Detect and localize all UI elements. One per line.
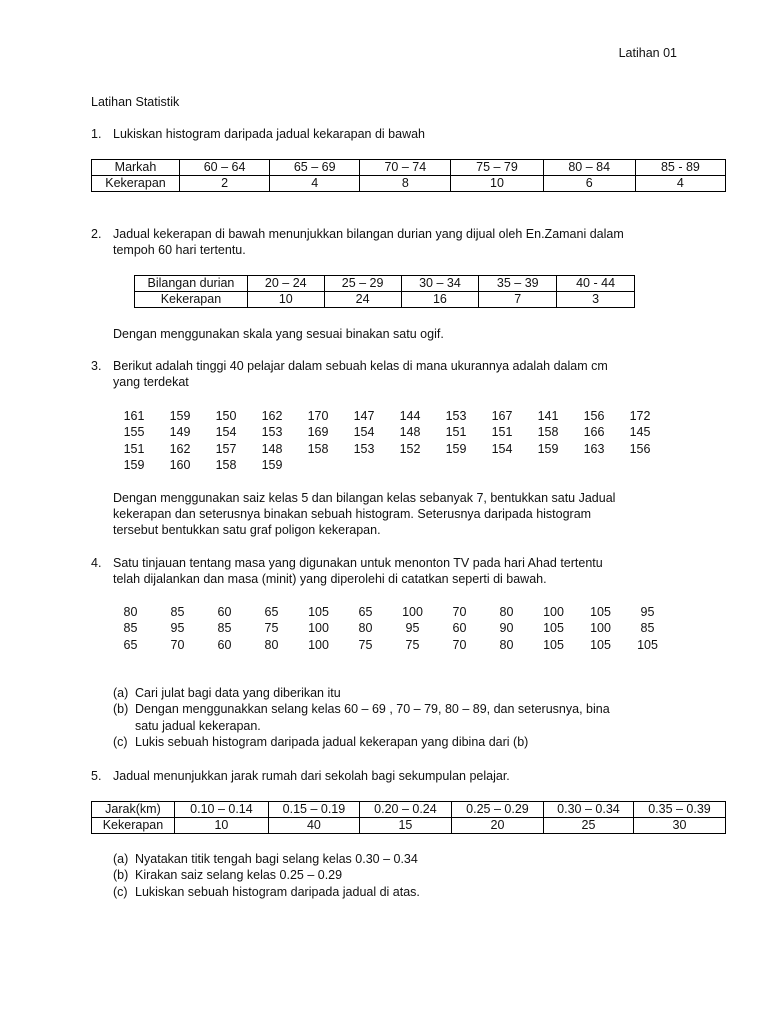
q2-table-row-frequency — [135, 292, 635, 308]
data-value-cell: 105 — [637, 637, 658, 652]
data-value-cell: 154 — [353, 425, 375, 440]
table-cell: 65 – 69 — [270, 160, 360, 176]
table-cell: 20 — [451, 818, 543, 834]
q4-line-2: telah dijalankan dan masa (minit) yang diperolehi di catatkan seperti di bawah. — [113, 572, 547, 586]
data-value-cell: 95 — [405, 621, 420, 636]
data-value-cell: 150 — [215, 409, 237, 423]
table-cell: 10 — [451, 176, 543, 192]
table-cell: 85 - 89 — [635, 160, 725, 176]
table-cell: 0.30 – 0.34 — [543, 802, 633, 818]
table-cell: 15 — [359, 818, 451, 834]
data-value-cell: 167 — [491, 409, 513, 423]
table-cell: 40 — [268, 818, 359, 834]
subquestion-text: Lukiskan sebuah histogram daripada jadual di atas. — [135, 884, 420, 899]
q1-frequency-table — [91, 159, 726, 192]
data-value-cell: 152 — [399, 441, 421, 456]
data-value-cell: 158 — [215, 457, 237, 472]
data-value-cell: 80 — [358, 621, 373, 636]
table-cell: 35 – 39 — [479, 276, 557, 292]
data-value-cell — [295, 457, 341, 473]
table-cell: 70 – 74 — [360, 160, 451, 176]
table-cell: 7 — [479, 292, 557, 308]
data-value-cell: 105 — [543, 621, 564, 636]
table-cell: Kekerapan — [135, 292, 248, 308]
table-cell: 3 — [557, 292, 635, 308]
data-value-cell: 60 — [452, 621, 467, 636]
q4-time-data-grid — [107, 604, 671, 653]
data-value-cell: 85 — [123, 621, 138, 636]
table-cell: 0.10 – 0.14 — [174, 802, 268, 818]
table-cell: 8 — [360, 176, 451, 192]
q5-text: Jadual menunjukkan jarak rumah dari sekolah bagi sekumpulan pelajar. — [113, 769, 510, 783]
q3-instruction-line-3: tersebut bentukkan satu graf poligon kekerapan. — [113, 523, 381, 537]
data-value-cell: 100 — [308, 621, 329, 636]
data-value-cell: 162 — [169, 441, 191, 456]
data-value-cell: 105 — [590, 605, 611, 619]
subquestion-label: (b) — [113, 702, 129, 717]
subquestion-text: Lukis sebuah histogram daripada jadual kekerapan yang dibina dari (b) — [135, 734, 529, 749]
data-value-cell: 170 — [307, 409, 329, 423]
data-value-cell: 85 — [640, 621, 655, 636]
table-cell: 24 — [324, 292, 401, 308]
data-value-cell: 153 — [353, 441, 375, 456]
subquestion-label: (b) — [113, 868, 129, 883]
q3-line-2: yang terdekat — [113, 375, 189, 389]
data-value-cell: 149 — [169, 425, 191, 440]
q2-instruction: Dengan menggunakan skala yang sesuai binakan satu ogif. — [113, 327, 444, 341]
data-value-cell: 80 — [264, 637, 279, 652]
q5-table-row-class — [92, 802, 726, 818]
data-value-cell: 105 — [590, 637, 611, 652]
table-cell: 80 – 84 — [543, 160, 635, 176]
data-value-cell: 153 — [445, 409, 467, 423]
data-value-cell — [617, 457, 663, 473]
data-value-cell: 155 — [123, 425, 145, 440]
data-value-cell: 65 — [264, 605, 279, 619]
data-value-cell: 105 — [308, 605, 329, 619]
table-cell: Kekerapan — [92, 818, 175, 834]
page-header-title: Latihan 01 — [618, 46, 677, 60]
table-cell: 25 — [543, 818, 633, 834]
table-cell: 40 - 44 — [557, 276, 635, 292]
data-value-cell: 148 — [261, 441, 283, 456]
data-value-cell: 151 — [445, 425, 467, 440]
data-value-cell — [479, 457, 525, 473]
data-value-cell: 161 — [123, 409, 145, 423]
table-cell: 20 – 24 — [247, 276, 324, 292]
q5-subquestion-c — [113, 884, 420, 900]
q4-subquestions — [113, 685, 610, 750]
data-value-cell: 154 — [215, 425, 237, 440]
subquestion-text: Cari julat bagi data yang diberikan itu — [135, 686, 341, 700]
q4-subquestion-c — [113, 734, 610, 750]
data-value-cell: 75 — [405, 637, 420, 652]
data-value-cell: 105 — [543, 637, 564, 652]
data-value-cell: 70 — [170, 637, 185, 652]
data-value-cell: 159 — [445, 441, 467, 456]
q4-subquestion-b-continued — [113, 718, 610, 734]
subquestion-text: satu jadual kekerapan. — [135, 718, 261, 733]
q1-number: 1. — [91, 127, 102, 141]
data-value-cell: 172 — [629, 409, 651, 423]
data-value-cell: 158 — [307, 441, 329, 456]
data-value-cell: 169 — [307, 425, 329, 440]
subquestion-text: Dengan menggunakkan selang kelas 60 – 69 , 70 – 79, 80 – 89, dan seterusnya, bina — [135, 702, 610, 717]
q3-instruction-line-1: Dengan menggunakan saiz kelas 5 dan bilangan kelas sebanyak 7, bentukkan satu Jadual — [113, 491, 616, 505]
data-value-cell: 70 — [452, 637, 467, 652]
data-value-cell: 159 — [261, 457, 283, 472]
data-value-cell: 85 — [170, 605, 185, 619]
data-value-cell: 154 — [491, 441, 513, 456]
data-value-cell: 163 — [583, 441, 605, 456]
table-cell: 0.20 – 0.24 — [359, 802, 451, 818]
q1-table-row-class — [92, 160, 726, 176]
q5-number: 5. — [91, 769, 102, 783]
subquestion-label: (a) — [113, 686, 129, 700]
q1-text: Lukiskan histogram daripada jadual kekarapan di bawah — [113, 127, 426, 141]
data-value-cell: 95 — [640, 605, 655, 619]
data-value-cell: 70 — [452, 605, 467, 619]
table-cell: 30 — [633, 818, 725, 834]
table-cell: Bilangan durian — [135, 276, 248, 292]
table-cell: Markah — [92, 160, 180, 176]
table-cell: 2 — [180, 176, 270, 192]
data-value-cell: 95 — [170, 621, 185, 636]
table-cell: 30 – 34 — [401, 276, 479, 292]
data-value-cell: 85 — [217, 621, 232, 636]
data-value-cell: 100 — [543, 605, 564, 619]
data-value-cell: 159 — [169, 409, 191, 423]
data-value-cell — [341, 457, 387, 473]
q2-line-2: tempoh 60 hari tertentu. — [113, 243, 246, 257]
q2-number: 2. — [91, 227, 102, 241]
data-value-cell: 151 — [123, 441, 145, 456]
subquestion-label: (c) — [113, 884, 128, 899]
data-value-cell: 148 — [399, 425, 421, 440]
data-value-cell: 75 — [264, 621, 279, 636]
data-value-cell: 60 — [217, 637, 232, 652]
table-cell: Jarak(km) — [92, 802, 175, 818]
data-value-cell: 153 — [261, 425, 283, 440]
subquestion-label: (a) — [113, 852, 129, 866]
data-value-cell: 100 — [308, 637, 329, 652]
data-value-cell: 156 — [629, 441, 651, 456]
data-value-cell: 157 — [215, 441, 237, 456]
q4-subquestion-a — [113, 685, 610, 701]
data-value-cell: 60 — [217, 605, 232, 619]
data-value-cell: 145 — [629, 425, 651, 440]
data-value-cell: 160 — [169, 457, 191, 472]
q1-table-row-frequency — [92, 176, 726, 192]
table-cell: 6 — [543, 176, 635, 192]
table-cell: 25 – 29 — [324, 276, 401, 292]
q5-subquestion-b — [113, 867, 420, 883]
table-cell: 0.35 – 0.39 — [633, 802, 725, 818]
table-cell: 0.15 – 0.19 — [268, 802, 359, 818]
table-cell: 60 – 64 — [180, 160, 270, 176]
q2-table-row-class — [135, 276, 635, 292]
data-value-cell: 156 — [583, 409, 605, 423]
document-heading: Latihan Statistik — [91, 95, 180, 109]
q4-line-1: Satu tinjauan tentang masa yang digunakan untuk menonton TV pada hari Ahad tertentu — [113, 556, 603, 570]
table-cell: 0.25 – 0.29 — [451, 802, 543, 818]
data-value-cell: 144 — [399, 409, 421, 423]
data-value-cell: 65 — [358, 605, 373, 619]
q3-instruction-line-2: kekerapan dan seterusnya binakan sebuah histogram. Seterusnya daripada histogram — [113, 507, 592, 521]
data-value-cell: 80 — [499, 605, 514, 619]
table-cell: 75 – 79 — [451, 160, 543, 176]
q3-line-1: Berikut adalah tinggi 40 pelajar dalam sebuah kelas di mana ukurannya adalah dalam cm — [113, 359, 608, 373]
data-value-cell: 100 — [402, 605, 423, 619]
table-cell: 4 — [635, 176, 725, 192]
subquestion-text: Kirakan saiz selang kelas 0.25 – 0.29 — [135, 868, 343, 883]
data-value-cell: 162 — [261, 409, 283, 423]
table-cell: Kekerapan — [92, 176, 180, 192]
data-value-cell — [571, 457, 617, 473]
data-value-cell: 90 — [499, 621, 514, 636]
data-value-cell — [387, 457, 433, 473]
q5-frequency-table — [91, 801, 726, 834]
q3-height-data-grid — [111, 408, 663, 473]
table-cell: 16 — [401, 292, 479, 308]
table-cell: 10 — [174, 818, 268, 834]
data-value-cell — [525, 457, 571, 473]
data-value-cell: 166 — [583, 425, 605, 440]
data-value-cell — [433, 457, 479, 473]
data-value-cell: 158 — [537, 425, 559, 440]
data-value-cell: 65 — [123, 637, 138, 652]
data-value-cell: 151 — [491, 425, 513, 440]
data-value-cell: 75 — [358, 637, 373, 652]
data-value-cell: 147 — [353, 409, 375, 423]
q5-subquestions — [113, 851, 420, 900]
data-value-cell: 141 — [537, 409, 559, 423]
data-value-cell: 80 — [123, 605, 138, 619]
q5-subquestion-a — [113, 851, 420, 867]
data-value-cell: 100 — [590, 621, 611, 636]
q4-number: 4. — [91, 556, 102, 570]
q2-frequency-table — [134, 275, 635, 308]
data-value-cell: 159 — [537, 441, 559, 456]
data-value-cell: 80 — [499, 637, 514, 652]
table-cell: 4 — [270, 176, 360, 192]
subquestion-label: (c) — [113, 734, 128, 749]
q3-number: 3. — [91, 359, 102, 373]
table-cell: 10 — [247, 292, 324, 308]
q4-subquestion-b — [113, 701, 610, 717]
subquestion-text: Nyatakan titik tengah bagi selang kelas 0.30 – 0.34 — [135, 852, 418, 866]
data-value-cell: 159 — [123, 457, 145, 472]
q2-line-1: Jadual kekerapan di bawah menunjukkan bilangan durian yang dijual oleh En.Zamani dalam — [113, 227, 624, 241]
q5-table-row-frequency — [92, 818, 726, 834]
